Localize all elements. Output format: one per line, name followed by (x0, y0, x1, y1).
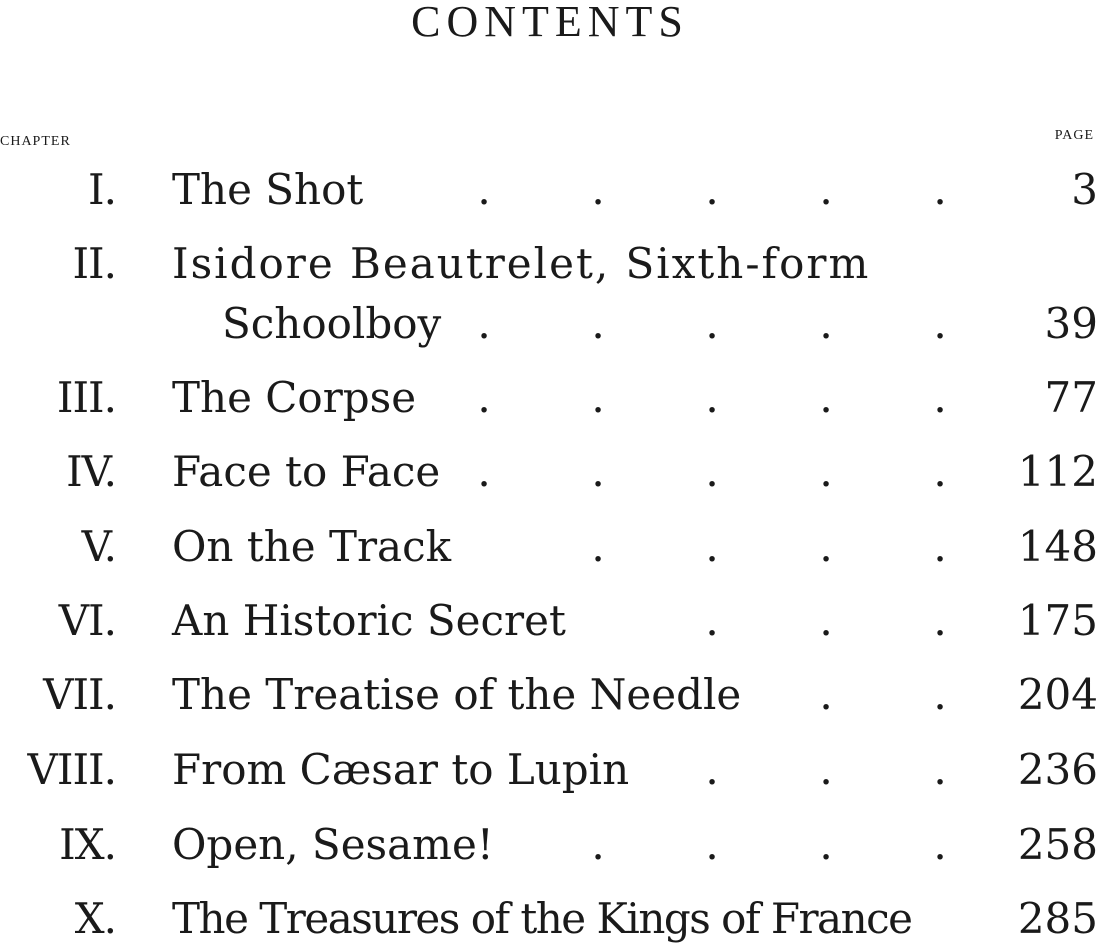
toc-entry[interactable]: VI. An Historic Secret . . . 175 (58, 596, 1098, 645)
chapter-title: The Treasures of the Kings of France (172, 894, 912, 943)
toc-entry[interactable]: VII. The Treatise of the Needle . . 204 (43, 670, 1098, 719)
toc-entry[interactable]: I. The Shot . . . . . 3 (88, 165, 1098, 214)
page-column-header: PAGE (1054, 128, 1094, 143)
toc-entry[interactable] (0, 240, 1100, 288)
chapter-title-continued: Schoolboy (222, 299, 442, 348)
toc-entry[interactable]: III. The Corpse . . . . . 77 (56, 373, 1098, 422)
page-number: 285 (1017, 894, 1098, 943)
chapter-numeral: VII. (43, 670, 116, 719)
chapter-title: The Corpse (172, 373, 417, 422)
chapter-numeral: VI. (58, 596, 116, 645)
page-number: 175 (1017, 596, 1098, 645)
chapter-title: Open, Sesame! (172, 820, 494, 869)
page-number: 204 (1017, 670, 1098, 719)
chapter-title: From Cæsar to Lupin (172, 745, 630, 794)
page-number: 236 (1017, 745, 1098, 794)
chapter-title: Isidore Beautrelet, Sixth-form (172, 239, 871, 288)
chapter-title: The Treatise of the Needle (172, 670, 742, 719)
page-number: 148 (1017, 522, 1098, 571)
chapter-numeral: VIII. (27, 745, 116, 794)
chapter-numeral: V. (81, 522, 116, 571)
chapter-numeral: III. (56, 373, 116, 422)
chapter-title: On the Track (172, 522, 452, 571)
chapter-numeral: IV. (66, 447, 116, 496)
page-number: 39 (1044, 299, 1098, 348)
toc-entry-continuation[interactable]: Schoolboy . . . . . 39 (222, 299, 1098, 348)
page-number: 258 (1017, 820, 1098, 869)
toc-entry[interactable]: V. On the Track . . . . 148 (81, 522, 1098, 571)
chapter-title: The Shot (172, 165, 364, 214)
chapter-title: Face to Face (172, 447, 441, 496)
toc-entry[interactable] (0, 895, 1100, 943)
toc-entry[interactable]: IV. Face to Face . . . . . 112 (66, 447, 1098, 496)
page-title: CONTENTS (411, 0, 689, 46)
chapter-title: An Historic Secret (172, 596, 566, 645)
chapter-numeral: I. (88, 165, 116, 214)
chapter-column-header: CHAPTER (0, 134, 71, 149)
page-number: 77 (1044, 373, 1098, 422)
chapter-numeral: X. (74, 894, 116, 943)
toc-entry[interactable]: IX. Open, Sesame! . . . . 258 (59, 820, 1098, 869)
page-number: 112 (1017, 447, 1098, 496)
chapter-numeral: IX. (59, 820, 116, 869)
toc-entry[interactable]: VIII. From Cæsar to Lupin . . . 236 (27, 745, 1098, 794)
page-number: 3 (1071, 165, 1098, 214)
chapter-numeral: II. (72, 239, 116, 288)
